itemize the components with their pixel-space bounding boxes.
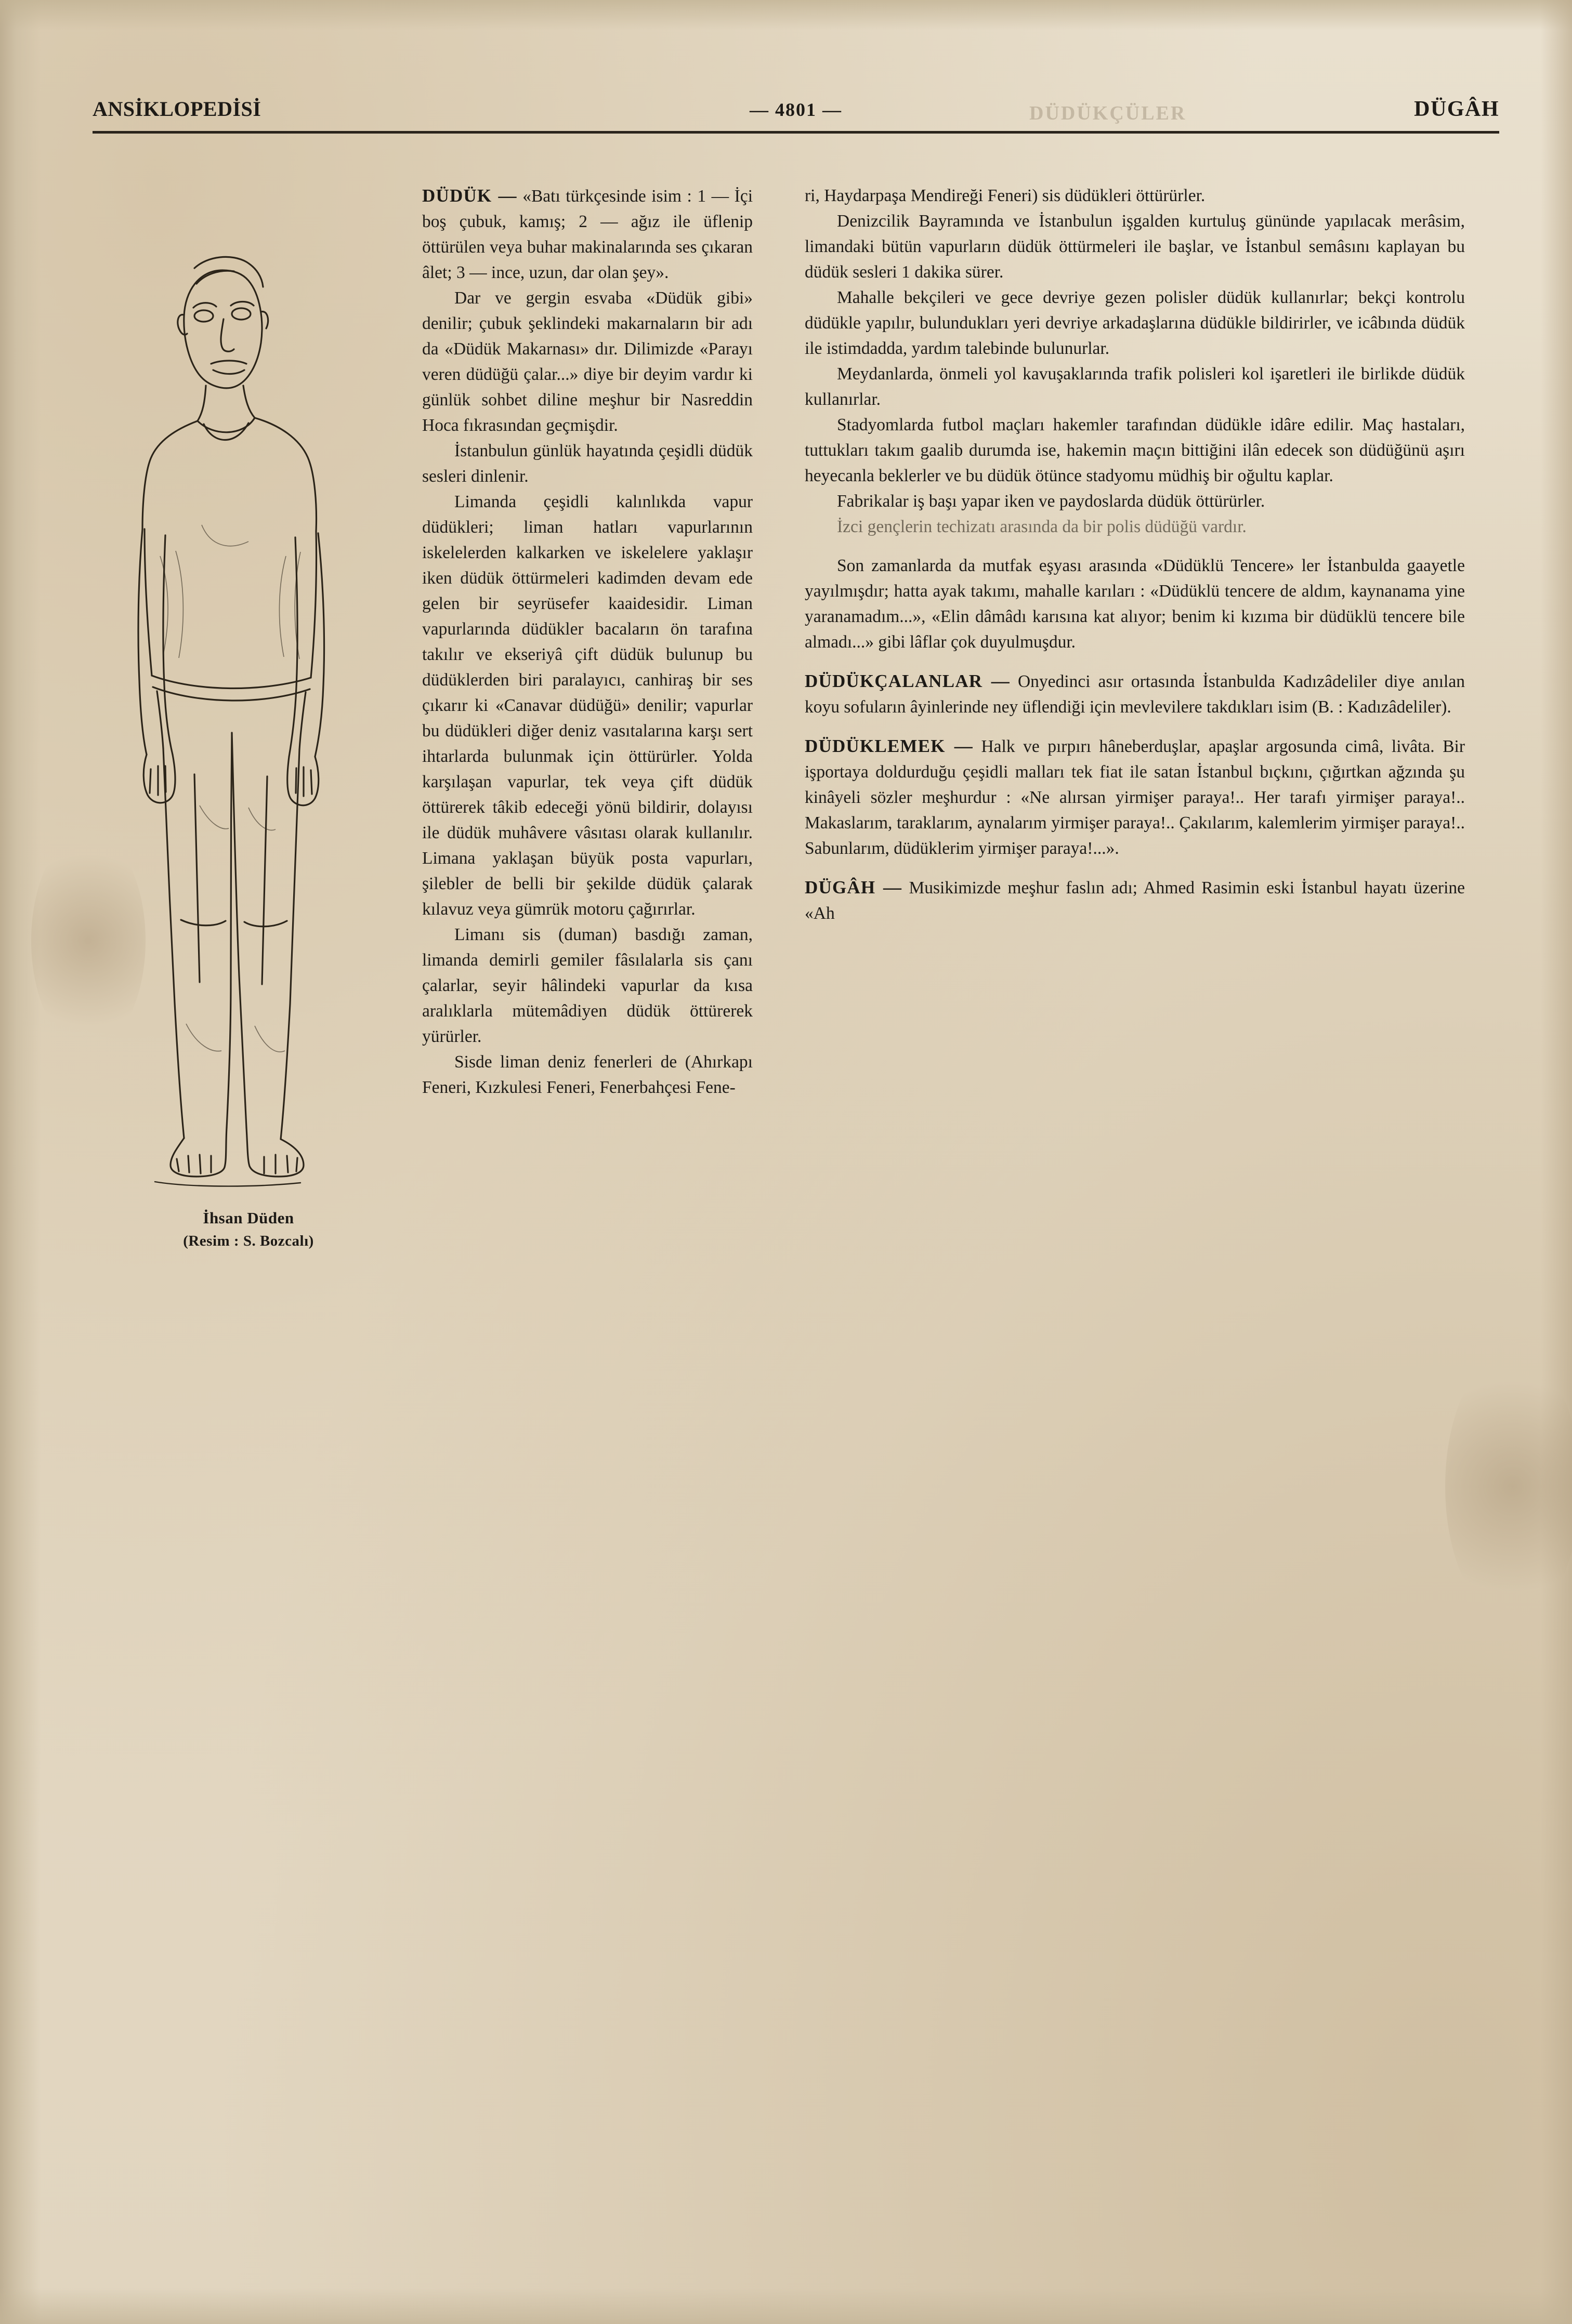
figure-caption-name: İhsan Düden	[203, 1209, 294, 1227]
entry-text-duduk: «Batı türkçesinde isim : 1 — İçi boş çubuk, kamış; 2 — ağız ile üflenip öttürülen veya buhar makinalarında ses çıkaran âlet; 3 — ince, uzun, dar olan şey».	[422, 187, 753, 282]
entry-text-duduklemek: Halk ve pırpırı hâneberduşlar, apaşlar argosunda cimâ, livâta. Bir işportaya doldurduğu çeşidli malları tek fiat ile satan İstanbul bıçkını, çığırtkan ağzında şu kinâyeli sözler meşhurdur : «Ne alırsan yirmişer paraya!.. Her tarafı yirmişer paraya!.. Makaslarım, taraklarım, aynalarım yirmişer paraya!.. Çakılarım, kalemlerim yirmişer paraya!.. Sabunlarım, düdüklerim yirmişer paraya!...».	[805, 737, 1465, 858]
left-paragraph-6: Sisde liman deniz fenerleri de (Ahırkapı Feneri, Kızkulesi Feneri, Fenerbahçesi Fene-	[422, 1052, 753, 1097]
entry-title-duduk: DÜDÜK —	[422, 186, 517, 206]
right-paragraph-4: Meydanlarda, önmeli yol kavuşaklarında trafik polisleri kol işaretleri ile birlikde düdük kullanırlar.	[805, 364, 1465, 409]
entry-title-dudukcalanlar: DÜDÜKÇALANLAR —	[805, 671, 1011, 691]
left-paragraph-5: Limanı sis (duman) basdığı zaman, limanda demirli gemiler fâsılalarla sis çanı çalarlar, seyir hâlindeki vapurlar da kısa aralıklarla mütemâdiyen düdük öttürerek yürürler.	[422, 925, 753, 1046]
illustration-figure	[93, 192, 404, 1252]
left-paragraph-2: Dar ve gergin esvaba «Düdük gibi» denilir; çubuk şeklindeki makarnaların bir adı da «Düdük Makarnası» dır. Dilimizde «Parayı veren düdüğü çalar...» diye bir deyim vardır ki günlük sohbet diline meşhur bir Nasreddin Hoca fıkrasından geçmişdir.	[422, 288, 753, 435]
entry-text-dudukcalanlar: Onyedinci asır ortasında İstanbulda Kadızâdeliler diye anılan koyu sofuların âyinlerinde ney üflendiği için mevlevilere takdıkları isim (B. : Kadızâdeliler).	[805, 672, 1465, 717]
page-number: — 4801 —	[750, 99, 842, 120]
page-edge-left	[0, 0, 41, 2324]
header-divider	[93, 131, 1499, 134]
right-paragraph-8: Son zamanlarda da mutfak eşyası arasında «Düdüklü Tencere» ler İstanbulda gaayetle yayılmışdır; hatta ayak takımı, mahalle karıları : «Düdüklü tencere de aldım, kaynanama yine yaranamadım...», «Elin dâmâdı karısına kat alıyor; benim ki kızıma bir düdüklü tencere bile almadı...» gibi lâflar çok duyulmuşdur.	[805, 556, 1465, 652]
ghost-header-text: DÜDÜKÇÜLER	[1029, 102, 1187, 124]
right-paragraph-5: Stadyomlarda futbol maçları hakemler tarafından düdükle idâre edilir. Maç hastaları, tuttukları takım gaalib durumda ise, hakemin maçın bittiğini ilân edecek son düdüğünü aşırı heyecanla beklerler ve bu düdük ötünce stadyomu müdhiş bir oğultu kaplar.	[805, 415, 1465, 485]
right-text-column	[805, 183, 1465, 926]
standing-man-sketch-svg	[93, 192, 404, 1200]
header-right-title: DÜGÂH	[1414, 97, 1499, 121]
left-paragraph-4: Limanda çeşidli kalınlıkda vapur düdükleri; liman hatları vapurlarının iskelelerden kalkarken ve iskelelere yaklaşır iken düdük öttürmeleri kadimden devam ede gelen bir seyrüsefer kaaidesidir. Liman vapurlarında düdükler bacaların ön tarafına takılır ve ekseriyâ çift düdük bulunup bu düdüklerden biri paralayıcı, canhiraş bir ses çıkarır ki «Canavar düdüğü» denilir; vapurlar bu düdükleri diğer deniz vasıtalarına karşı sert ihtarlarda bulunmak için öttürürler. Yolda karşılaşan vapurlar, tek veya çift düdük öttürerek tâkib edeceği yönü bildirir, dolayısı ile düdük muhâvere vâsıtası olarak kullanılır. Limana yaklaşan büyük posta vapurları, şilebler de belli bir şekilde düdük çalarak kılavuz veya gümrük motoru çağırırlar.	[422, 492, 753, 919]
entry-dugah	[805, 875, 1465, 926]
figure-caption-credit: (Resim : S. Bozcalı)	[183, 1233, 314, 1249]
page-edge-top	[0, 0, 1572, 30]
right-paragraph-6: Fabrikalar iş başı yapar iken ve paydoslarda düdük öttürürler.	[837, 492, 1265, 511]
page-header	[93, 97, 1499, 134]
right-paragraph-3: Mahalle bekçileri ve gece devriye gezen polisler düdük kullanırlar; bekçi kontrolu düdükle yapılır, bulundukları yeri devriye arkadaşlarına düdükle bildirirler, ve icâbında düdük ile istimdadda, yardım talebinde bulunurlar.	[805, 288, 1465, 358]
page-edge-bottom	[0, 2288, 1572, 2324]
left-paragraph-3: İstanbulun günlük hayatında çeşidli düdük sesleri dinlenir.	[422, 441, 753, 486]
entry-title-dugah: DÜGÂH —	[805, 877, 902, 897]
entry-text-dugah: Musikimizde meşhur faslın adı; Ahmed Rasimin eski İstanbul hayatı üzerine «Ah	[805, 878, 1465, 923]
page-edge-right	[1541, 0, 1572, 2324]
left-text-column	[93, 183, 753, 1258]
figure-caption	[93, 1207, 404, 1252]
right-paragraph-7: İzci gençlerin techizatı arasında da bir polis düdüğü vardır.	[837, 517, 1247, 536]
entry-dudukcalanlar	[805, 668, 1465, 720]
entry-duduklemek	[805, 733, 1465, 861]
right-paragraph-1: ri, Haydarpaşa Mendireği Feneri) sis düdükleri öttürürler.	[805, 186, 1206, 205]
right-paragraph-2: Denizcilik Bayramında ve İstanbulun işgalden kurtuluş gününde yapılacak merâsim, limandaki bütün vapurların düdük öttürmeleri ile başlar, ve İstanbul semâsını kaplayan bu düdük sesleri 1 dakika sürer.	[805, 212, 1465, 282]
standing-man-drawing	[93, 192, 404, 1200]
header-left-title: ANSİKLOPEDİSİ	[93, 97, 261, 121]
entry-title-duduklemek: DÜDÜKLEMEK —	[805, 736, 973, 756]
